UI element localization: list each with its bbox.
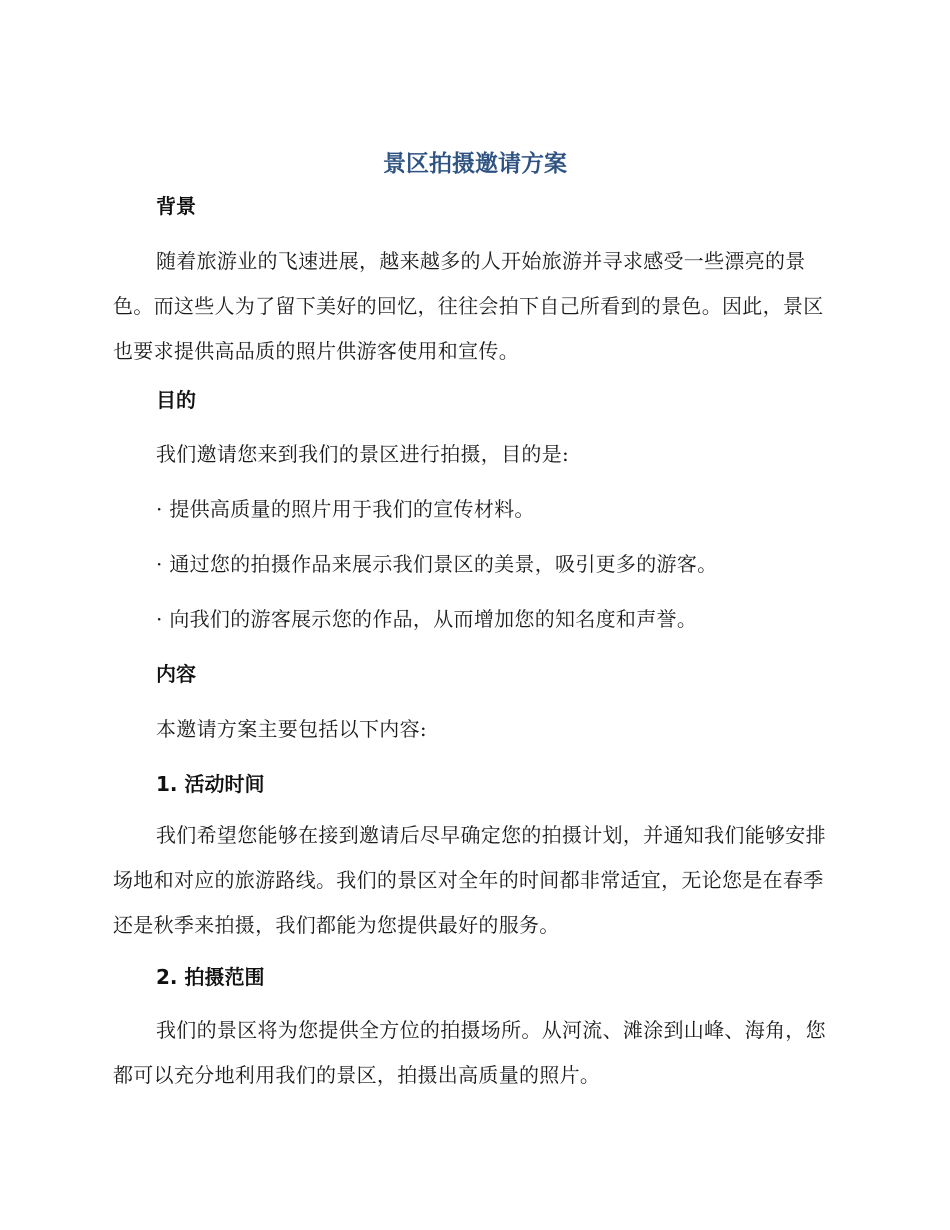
- background-paragraph-text: 随着旅游业的飞速进展，越来越多的人开始旅游并寻求感受一些漂亮的景色。而这些人为了留下美好的回忆，往往会拍下自己所看到的景色。因此，景区也要求提供高品质的照片供游客使用和宣传。: [113, 249, 824, 363]
- content-intro: 本邀请方案主要包括以下内容:: [156, 717, 427, 741]
- content-item-paragraph-1: [113, 813, 835, 948]
- purpose-intro: 我们邀请您来到我们的景区进行拍摄，目的是:: [156, 442, 570, 466]
- content-item-paragraph-2-text: 我们的景区将为您提供全方位的拍摄场所。从河流、滩涂到山峰、海角，您都可以充分地利用我们的景区，拍摄出高质量的照片。: [113, 1018, 826, 1087]
- purpose-bullet-3: · 向我们的游客展示您的作品，从而增加您的知名度和声誉。: [156, 607, 698, 631]
- section-heading-background: 背景: [156, 194, 196, 218]
- section-heading-content: 内容: [156, 662, 196, 686]
- content-item-heading-2: 2. 拍摄范围: [156, 965, 265, 989]
- content-item-paragraph-2: [113, 1008, 835, 1098]
- background-paragraph: [113, 239, 835, 374]
- section-heading-purpose: 目的: [156, 388, 196, 412]
- content-item-paragraph-1-text: 我们希望您能够在接到邀请后尽早确定您的拍摄计划，并通知我们能够安排场地和对应的旅游路线。我们的景区对全年的时间都非常适宜，无论您是在春季还是秋季来拍摄，我们都能为您提供最好的服务。: [113, 823, 826, 937]
- document-title: 景区拍摄邀请方案: [383, 151, 567, 177]
- purpose-bullet-2: · 通过您的拍摄作品来展示我们景区的美景，吸引更多的游客。: [156, 552, 718, 576]
- content-item-heading-1: 1. 活动时间: [156, 772, 265, 796]
- purpose-bullet-1: · 提供高质量的照片用于我们的宣传材料。: [156, 497, 535, 521]
